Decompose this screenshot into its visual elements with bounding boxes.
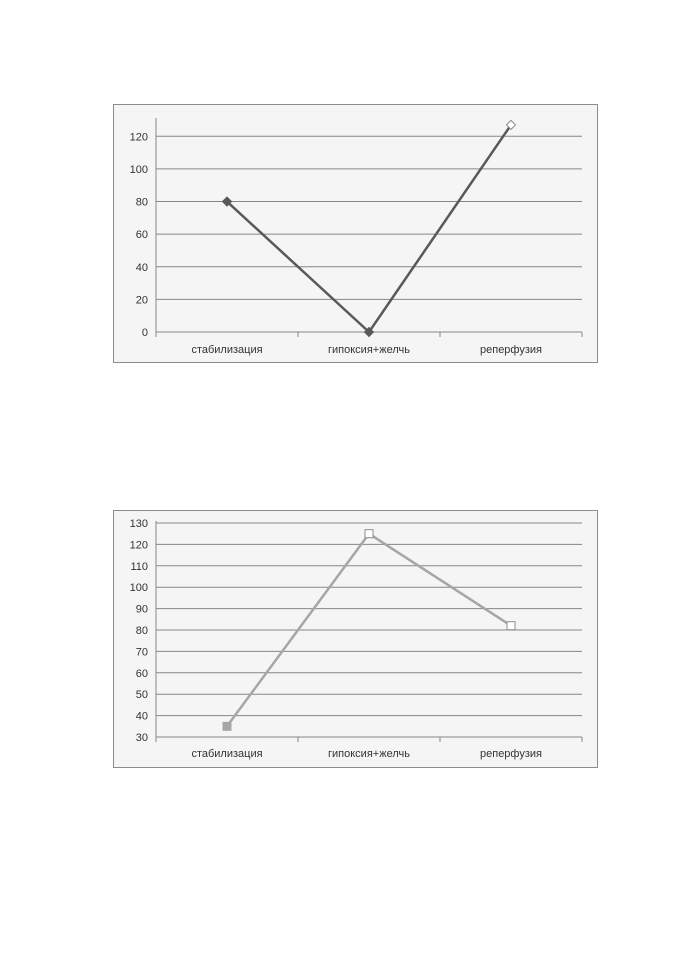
- chart-1: [113, 104, 598, 363]
- y-tick-label: 30: [135, 732, 148, 744]
- y-tick-label: 40: [135, 261, 148, 274]
- x-tick-label: реперфузия: [480, 344, 542, 356]
- data-point: [365, 530, 373, 538]
- data-point: [507, 622, 515, 630]
- y-tick-label: 60: [135, 667, 148, 680]
- y-tick-label: 110: [130, 560, 148, 573]
- y-tick-label: 80: [135, 625, 148, 637]
- x-tick-label: реперфузия: [480, 748, 542, 760]
- x-tick-label: гипоксия+желчь: [328, 748, 410, 760]
- x-tick-label: стабилизация: [191, 344, 263, 356]
- y-tick-label: 40: [135, 710, 148, 723]
- x-tick-label: стабилизация: [191, 748, 263, 760]
- y-tick-label: 70: [135, 646, 148, 659]
- series-line: [227, 125, 511, 332]
- chart-2: [113, 510, 598, 768]
- y-tick-label: 100: [129, 163, 148, 176]
- chart-1-plot: [114, 105, 597, 362]
- y-tick-label: 60: [135, 229, 148, 242]
- y-tick-label: 80: [135, 196, 148, 209]
- y-tick-label: 120: [129, 131, 148, 144]
- y-tick-label: 0: [141, 327, 148, 339]
- y-tick-label: 130: [129, 518, 148, 530]
- y-tick-label: 90: [135, 603, 148, 616]
- y-tick-label: 100: [129, 582, 148, 595]
- y-tick-label: 120: [129, 539, 148, 552]
- data-point: [223, 722, 231, 730]
- chart-2-plot: [114, 511, 597, 767]
- y-tick-label: 50: [135, 689, 148, 702]
- x-tick-label: гипоксия+желчь: [328, 344, 410, 356]
- y-tick-label: 20: [135, 294, 148, 307]
